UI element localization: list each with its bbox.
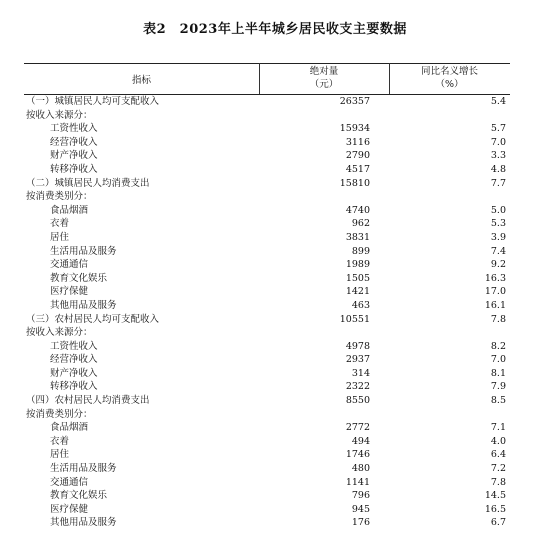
row-absolute-value: 494 [351, 435, 370, 447]
row-growth-value: 7.8 [490, 476, 506, 488]
row-growth-value: 16.5 [484, 503, 506, 515]
row-label: （一）城镇居民人均可支配收入 [26, 96, 160, 107]
row-absolute-value: 2772 [345, 422, 370, 434]
table-row [24, 462, 510, 476]
row-label: 按收入来源分： [26, 327, 93, 339]
table-row [24, 285, 510, 299]
table-row [24, 380, 510, 394]
table-row [24, 177, 510, 191]
table-row [24, 217, 510, 231]
row-absolute-value: 480 [351, 463, 370, 475]
row-growth-value: 3.3 [490, 150, 506, 162]
row-label: 教育文化娱乐 [50, 490, 108, 502]
table-row [24, 109, 510, 123]
row-label: 生活用品及服务 [50, 245, 117, 257]
header-growth [389, 65, 510, 91]
header-growth-unit: （%） [435, 79, 464, 90]
table-row [24, 326, 510, 340]
row-label: 居住 [50, 231, 70, 243]
row-growth-value: 5.7 [490, 123, 506, 135]
table-row [24, 421, 510, 435]
table-row [24, 408, 510, 422]
row-absolute-value: 1141 [345, 476, 370, 488]
row-label: 其他用品及服务 [50, 517, 117, 529]
row-growth-value: 17.0 [484, 286, 506, 298]
row-label: 工资性收入 [50, 340, 98, 352]
row-absolute-value: 4978 [345, 340, 370, 352]
row-absolute-value: 2322 [345, 381, 370, 393]
table-row [24, 503, 510, 517]
row-label: 食品烟酒 [50, 422, 89, 434]
row-growth-value: 7.9 [490, 381, 506, 393]
row-label: （四）农村居民人均消费支出 [26, 395, 150, 407]
row-growth-value: 8.1 [490, 367, 506, 379]
row-absolute-value: 1421 [345, 286, 370, 298]
row-growth-value: 6.7 [490, 517, 506, 529]
row-absolute-value: 1505 [345, 272, 370, 284]
row-label: 转移净收入 [50, 381, 98, 393]
table-row [24, 231, 510, 245]
table-row [24, 122, 510, 136]
row-label: 按收入来源分： [26, 109, 93, 121]
row-absolute-value: 26357 [339, 96, 370, 107]
header-absolute-unit: （元） [309, 79, 339, 90]
row-growth-value: 16.3 [484, 272, 506, 284]
row-absolute-value: 1746 [345, 449, 370, 461]
table-title: 表2 2023年上半年城乡居民收支主要数据 [143, 22, 407, 37]
table-row [24, 489, 510, 503]
table-row [24, 136, 510, 150]
row-label: 按消费类别分： [26, 191, 93, 203]
header-indicator: 指标 [131, 75, 151, 86]
row-absolute-value: 2790 [345, 150, 370, 162]
table-row [24, 272, 510, 286]
table-row [24, 245, 510, 259]
row-absolute-value: 463 [351, 299, 370, 311]
table-row [24, 435, 510, 449]
row-label: 经营净收入 [50, 354, 98, 366]
row-absolute-value: 4740 [345, 204, 370, 216]
row-growth-value: 7.2 [490, 463, 506, 475]
row-absolute-value: 15934 [339, 123, 370, 135]
row-label: 工资性收入 [50, 123, 98, 135]
row-label: 食品烟酒 [50, 204, 89, 216]
table-row [24, 353, 510, 367]
row-label: 衣着 [50, 435, 70, 447]
table-row [24, 367, 510, 381]
row-absolute-value: 2937 [345, 354, 370, 366]
row-growth-value: 3.9 [490, 231, 506, 243]
row-growth-value: 5.0 [490, 204, 506, 216]
row-absolute-value: 1989 [345, 259, 370, 271]
row-absolute-value: 8550 [345, 395, 370, 407]
row-label: 财产净收入 [50, 150, 98, 162]
table-row [24, 313, 510, 327]
table-row [24, 394, 510, 408]
row-absolute-value: 176 [351, 517, 370, 529]
table-row [24, 95, 510, 109]
row-label: 按消费类别分： [26, 408, 93, 420]
header-absolute-label: 绝对量 [309, 66, 339, 77]
row-label: 医疗保健 [50, 503, 89, 515]
row-absolute-value: 314 [351, 367, 370, 379]
row-growth-value: 7.4 [490, 245, 506, 257]
row-growth-value: 7.8 [490, 313, 506, 325]
row-label: 交通通信 [50, 259, 89, 271]
table-row [24, 299, 510, 313]
row-absolute-value: 796 [351, 490, 370, 502]
row-growth-value: 7.0 [490, 354, 506, 366]
row-growth-value: 7.1 [490, 422, 506, 434]
row-growth-value: 8.5 [490, 395, 506, 407]
row-growth-value: 9.2 [490, 259, 506, 271]
row-label: 生活用品及服务 [50, 463, 117, 475]
table-header [24, 63, 510, 94]
row-label: （二）城镇居民人均消费支出 [26, 177, 150, 189]
table-row [24, 340, 510, 354]
row-growth-value: 6.4 [490, 449, 506, 461]
row-growth-value: 14.5 [484, 490, 506, 502]
row-absolute-value: 962 [351, 218, 370, 230]
row-growth-value: 4.8 [490, 163, 506, 175]
row-growth-value: 4.0 [490, 435, 506, 447]
table-row [24, 476, 510, 490]
row-growth-value: 8.2 [490, 340, 506, 352]
row-absolute-value: 899 [351, 245, 370, 257]
row-absolute-value: 3831 [345, 231, 370, 243]
row-absolute-value: 945 [351, 503, 370, 515]
header-absolute [259, 65, 389, 91]
table-row [24, 149, 510, 163]
row-label: 医疗保健 [50, 286, 89, 298]
table-row [24, 204, 510, 218]
row-growth-value: 7.0 [490, 136, 506, 148]
row-label: （三）农村居民人均可支配收入 [26, 313, 160, 325]
table-row [24, 258, 510, 272]
row-label: 衣着 [50, 218, 70, 230]
table-row [24, 163, 510, 177]
row-label: 经营净收入 [50, 136, 98, 148]
row-growth-value: 5.3 [490, 218, 506, 230]
table-row [24, 190, 510, 204]
row-absolute-value: 15810 [339, 177, 370, 189]
table-body [24, 95, 510, 530]
row-label: 其他用品及服务 [50, 299, 117, 311]
row-label: 交通通信 [50, 476, 89, 488]
row-absolute-value: 3116 [345, 136, 370, 148]
row-label: 教育文化娱乐 [50, 272, 108, 284]
row-absolute-value: 10551 [339, 313, 370, 325]
header-growth-label: 同比名义增长 [420, 66, 478, 77]
row-label: 财产净收入 [50, 367, 98, 379]
row-growth-value: 7.7 [490, 177, 506, 189]
row-absolute-value: 4517 [345, 163, 370, 175]
row-label: 居住 [50, 449, 70, 461]
row-growth-value: 16.1 [484, 299, 506, 311]
table-row [24, 448, 510, 462]
row-label: 转移净收入 [50, 163, 98, 175]
table-row [24, 516, 510, 530]
row-growth-value: 5.4 [490, 96, 506, 107]
